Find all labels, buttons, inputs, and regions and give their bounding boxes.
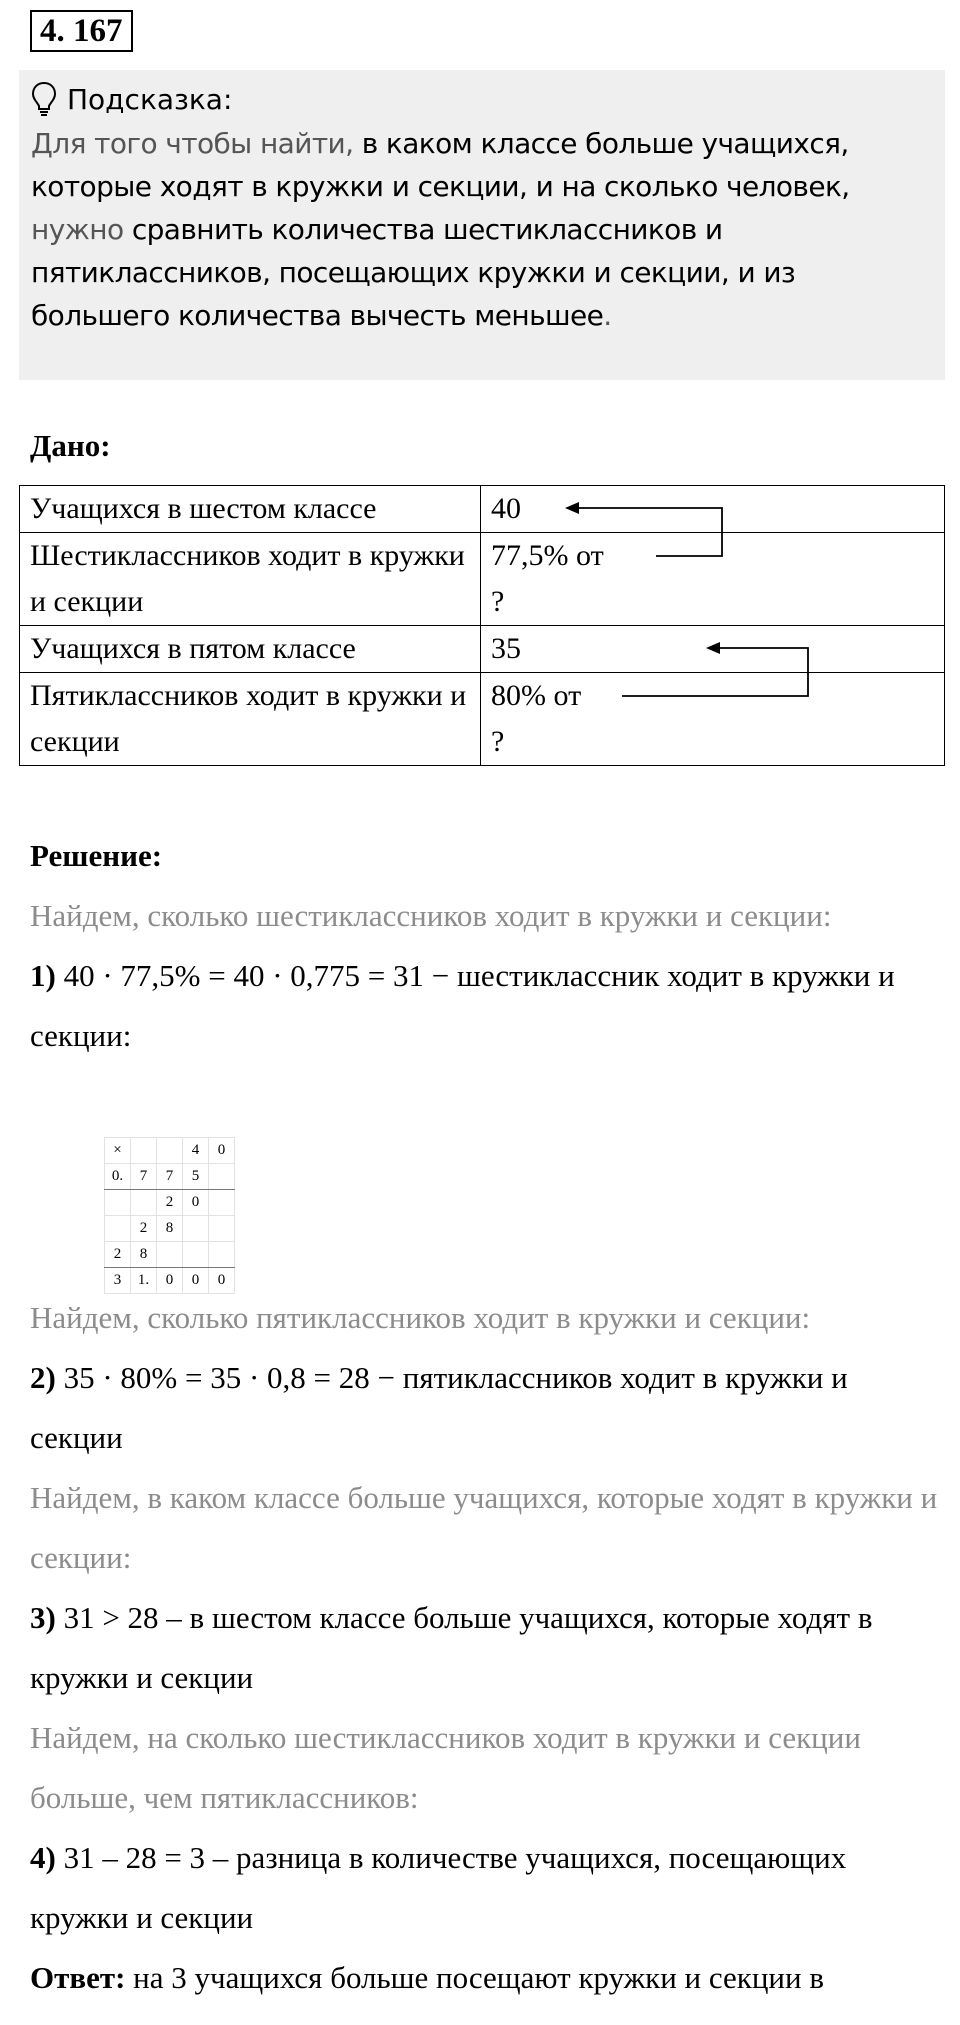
calc-cell: 8	[157, 1216, 183, 1242]
answer-label: Ответ:	[30, 1960, 126, 1995]
given-cell-left: Учащихся в пятом классе	[20, 626, 481, 673]
calc-row	[105, 1164, 235, 1190]
calc-cell	[183, 1216, 209, 1242]
calc-row	[105, 1190, 235, 1216]
calc-cell: 0	[209, 1268, 235, 1294]
problem-number: 4. 167	[30, 10, 133, 52]
step-line	[30, 1588, 940, 1708]
hint-text	[31, 122, 933, 337]
calc-cell: 0	[157, 1268, 183, 1294]
given-value: 40	[491, 492, 521, 525]
solution-label: Решение:	[30, 838, 163, 873]
step-line	[30, 1348, 940, 1468]
calc-cell	[183, 1242, 209, 1268]
calc-cell: 0	[183, 1268, 209, 1294]
given-value: 77,5% от	[491, 539, 604, 572]
calc-cell	[209, 1242, 235, 1268]
calc-cell: 0	[209, 1138, 235, 1164]
hint-part: в каком классе больше учащихся, которые ходят в кружки и секции, и на сколько человек,	[31, 127, 850, 203]
calc-cell: 0.	[105, 1164, 131, 1190]
table-row	[20, 486, 945, 533]
solution	[30, 826, 940, 2008]
calc-cell	[209, 1216, 235, 1242]
lightbulb-icon	[31, 81, 57, 117]
calc-cell	[105, 1190, 131, 1216]
step-text: 40 · 77,5% = 40 · 0,775 = 31 − шестиклассник ходит в кружки и секции:	[30, 958, 895, 1053]
hint-title: Подсказка:	[67, 82, 233, 116]
given-value: 35	[491, 632, 521, 665]
calc-cell: 1.	[131, 1268, 157, 1294]
calc-cell	[157, 1138, 183, 1164]
calc-cell: ×	[105, 1138, 131, 1164]
step-text: 31 – 28 = 3 – разница в количестве учащихся, посещающих кружки и секции	[30, 1840, 847, 1935]
step-intro: Найдем, сколько шестиклассников ходит в кружки и секции:	[30, 898, 832, 933]
answer-text: на 3 учащихся больше посещают кружки и секции в	[125, 1960, 824, 1995]
hint-part: .	[603, 299, 612, 332]
calc-cell	[209, 1190, 235, 1216]
table-row	[20, 673, 945, 766]
step-number: 4)	[30, 1840, 56, 1875]
step-intro: Найдем, на сколько шестиклассников ходит в кружки и секции больше, чем пятиклассников:	[30, 1720, 861, 1815]
given-cell-left: Шестиклассников ходит в кружки и секции	[20, 533, 481, 626]
hint-part: Для того чтобы найти,	[31, 127, 362, 160]
given-cell-left: Пятиклассников ходит в кружки и секции	[20, 673, 481, 766]
given-cell-right	[481, 533, 945, 626]
step-intro: Найдем, в каком классе больше учащихся, которые ходят в кружки и секции:	[30, 1480, 938, 1575]
calc-row	[105, 1216, 235, 1242]
given-value: ?	[491, 725, 505, 758]
calc-cell: 7	[131, 1164, 157, 1190]
calc-cell: 7	[157, 1164, 183, 1190]
calc-cell	[131, 1138, 157, 1164]
step-number: 3)	[30, 1600, 56, 1635]
calc-cell: 2	[105, 1242, 131, 1268]
given-cell-left: Учащихся в шестом классе	[20, 486, 481, 533]
calc-cell: 5	[183, 1164, 209, 1190]
given-cell-right	[481, 626, 945, 673]
given-value: 80% от	[491, 679, 582, 712]
calc-cell: 4	[183, 1138, 209, 1164]
calc-cell	[105, 1216, 131, 1242]
multiplication-grid	[104, 1137, 235, 1294]
calc-cell: 2	[131, 1216, 157, 1242]
calc-cell	[209, 1164, 235, 1190]
answer-line	[30, 1948, 940, 2008]
given-cell-right	[481, 673, 945, 766]
step-line	[30, 1828, 940, 1948]
calc-row	[105, 1138, 235, 1164]
step-intro: Найдем, сколько пятиклассников ходит в кружки и секции:	[30, 1300, 811, 1335]
given-label: Дано:	[30, 428, 111, 463]
hint-header	[31, 78, 933, 120]
table-row	[20, 626, 945, 673]
step-line	[30, 946, 940, 1066]
step-number: 2)	[30, 1360, 56, 1395]
step-text: 35 · 80% = 35 · 0,8 = 28 − пятиклассников ходит в кружки и секции	[30, 1360, 848, 1455]
given-cell-right	[481, 486, 945, 533]
given-value: ?	[491, 585, 505, 618]
calc-cell: 0	[183, 1190, 209, 1216]
hint-box	[19, 70, 945, 380]
hint-part: сравнить количества шестиклассников и пятиклассников, посещающих кружки и секции, и из большего количества вычесть меньшее	[31, 213, 796, 332]
calc-cell: 2	[157, 1190, 183, 1216]
calc-row	[105, 1242, 235, 1268]
given-table	[19, 485, 945, 766]
calc-cell: 3	[105, 1268, 131, 1294]
calc-cell: 8	[131, 1242, 157, 1268]
calc-cell	[131, 1190, 157, 1216]
hint-part: нужно	[31, 213, 132, 246]
table-row	[20, 533, 945, 626]
step-text: 31 > 28 – в шестом классе больше учащихся, которые ходят в кружки и секции	[30, 1600, 873, 1695]
calc-row	[105, 1268, 235, 1294]
step-number: 1)	[30, 958, 56, 993]
calc-cell	[157, 1242, 183, 1268]
